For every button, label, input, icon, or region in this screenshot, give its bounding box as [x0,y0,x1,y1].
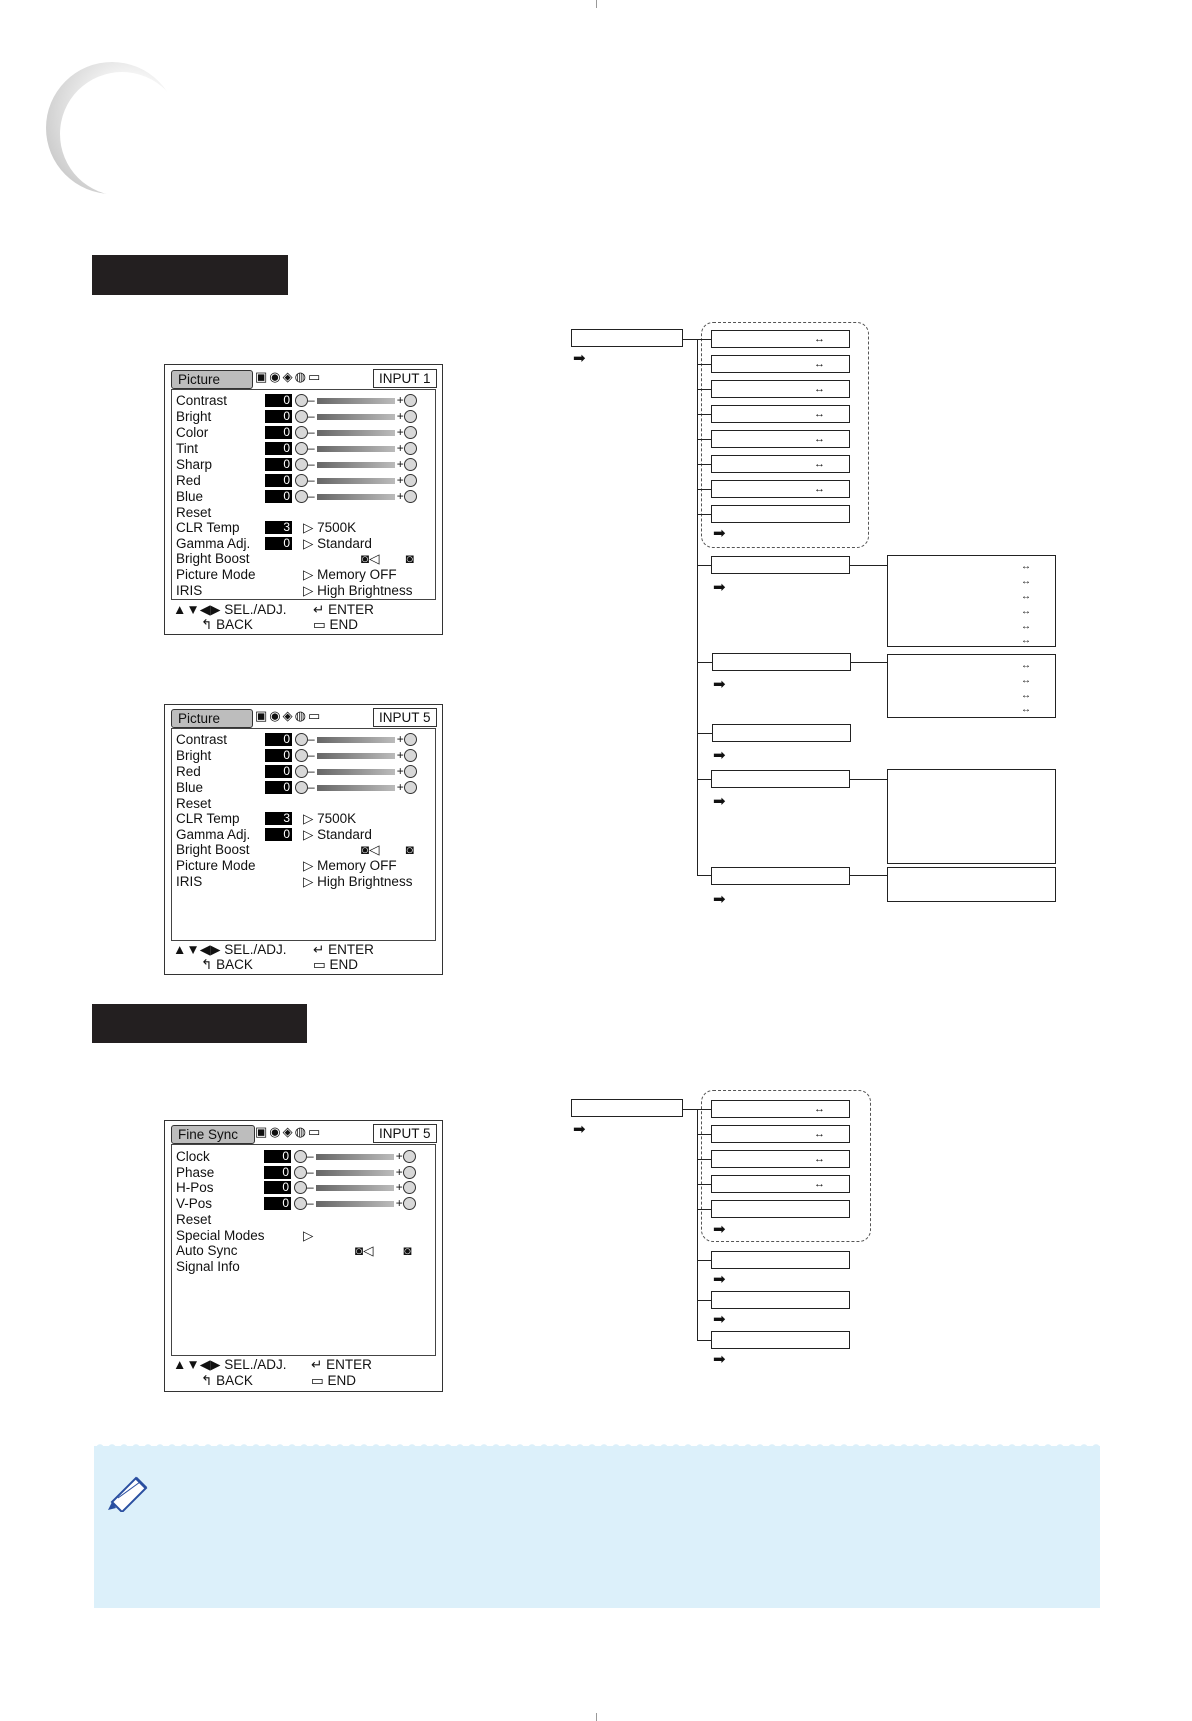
osd-input-label: INPUT 5 [373,708,437,727]
slider-track: – + [295,409,417,424]
osd-menu-icons: ▣◉◈◍▭ [255,708,323,723]
slider-label: Clock [176,1149,210,1164]
slider-value: 0 [265,781,292,794]
tree-item-box [711,505,850,523]
tree-connector [850,662,887,663]
osd-footer-sel: ▲▼◀▶ SEL./ADJ. [173,942,287,957]
tree-connector [697,1209,711,1210]
slider-label: Bright [176,409,212,424]
crop-mark-bottom [596,1713,597,1721]
tree-trunk [697,339,698,875]
tree-submenu-box: ↔ ↔ ↔ ↔ ↔ ↔ [887,555,1056,647]
tree-item-box [711,556,850,574]
tree-root-box [571,1099,683,1117]
bright-boost-icons: ◙◁ ◙ [361,551,414,566]
slider-track: – + [294,1165,416,1180]
slider-value: 0 [265,394,292,407]
tree-submenu-box: ↔ ↔ ↔ ↔ [887,654,1056,718]
slider-value: 0 [265,426,292,439]
tree-go-arrow: ➡ [713,1311,726,1328]
osd-tab-label: Picture [171,709,253,728]
tree-item-box [711,1291,850,1309]
slider-track: – + [295,441,417,456]
tree-go-arrow: ➡ [713,1271,726,1288]
clr-temp-option: ▷ 7500K [303,520,357,535]
crop-mark-top [596,0,597,8]
tree-connector [697,339,711,340]
tree-go-arrow: ➡ [573,350,586,367]
tree-connector [697,514,711,515]
slider-track: – + [295,780,417,795]
tree-connector [697,389,711,390]
gamma-option: ▷ Standard [303,827,372,842]
slider-label: V-Pos [176,1196,213,1211]
tree-item-box: ↔ [711,1125,850,1143]
tree-item-box [711,1331,850,1349]
tree-connector [849,779,887,780]
slider-label: Blue [176,780,204,795]
tree-item-box: ↔ [711,455,850,473]
osd-footer-enter: ↵ ENTER [313,602,374,617]
reset-label: Reset [176,796,212,811]
tree-trunk [697,1109,698,1341]
slider-track: – + [295,732,417,747]
tree-root-box [571,329,683,347]
osd-input-label: INPUT 1 [373,369,437,388]
slider-label: Bright [176,748,212,763]
picture-mode-label: Picture Mode [176,858,256,873]
gamma-value: 0 [265,828,292,841]
slider-track: – + [294,1149,416,1164]
tree-connector [697,875,711,876]
slider-label: H-Pos [176,1180,214,1195]
pencil-icon [106,1472,152,1512]
tree-go-arrow: ➡ [713,525,726,542]
slider-value: 0 [265,442,292,455]
tree-item-box: ↔ [711,480,850,498]
chapter-circle-decoration [46,62,178,194]
slider-track: – + [295,748,417,763]
tree-connector [697,779,711,780]
tree-connector [697,1159,711,1160]
slider-label: Contrast [176,732,228,747]
gamma-option: ▷ Standard [303,536,372,551]
tree-go-arrow: ➡ [713,579,726,596]
tree-item-box [711,1200,850,1218]
slider-track: – + [295,425,417,440]
tree-submenu-box [887,867,1056,902]
slider-value: 0 [265,765,292,778]
tree-connector [697,439,711,440]
tree-item-box [711,867,850,885]
osd-input-label: INPUT 5 [373,1124,437,1143]
tree-go-arrow: ➡ [713,793,726,810]
osd-picture-input1 [164,364,443,635]
tree-item-box [712,653,851,671]
auto-sync-label: Auto Sync [176,1243,238,1258]
tree-connector [849,565,887,566]
tree-item-box [711,1251,850,1269]
slider-track: – + [295,457,417,472]
slider-value: 0 [264,1166,291,1179]
tree-go-arrow: ➡ [713,891,726,908]
special-modes-label: Special Modes [176,1228,265,1243]
iris-label: IRIS [176,874,203,889]
tree-connector [697,1184,711,1185]
tree-item-box: ↔ [711,355,850,373]
gamma-label: Gamma Adj. [176,827,251,842]
tree-connector [697,662,712,663]
clr-temp-value: 3 [265,812,292,825]
tree-connector [849,875,887,876]
clr-temp-value: 3 [265,521,292,534]
tree-go-arrow: ➡ [713,1221,726,1238]
picture-mode-label: Picture Mode [176,567,256,582]
iris-option: ▷ High Brightness [303,874,413,889]
signal-info-label: Signal Info [176,1259,240,1274]
tree-item-box [711,770,850,788]
clr-temp-option: ▷ 7500K [303,811,357,826]
slider-value: 0 [265,474,292,487]
slider-track: – + [295,764,417,779]
reset-label: Reset [176,505,212,520]
osd-tab-label: Picture [171,370,253,389]
section-bar-fine-sync [92,1004,307,1043]
osd-footer-enter: ↵ ENTER [313,942,374,957]
tree-item-box: ↔ [711,1175,850,1193]
tree-connector [697,565,711,566]
tree-item-box: ↔ [711,330,850,348]
tree-connector [697,733,712,734]
iris-option: ▷ High Brightness [303,583,413,598]
osd-footer-end: ▭ END [311,1373,357,1388]
tree-item-box: ↔ [711,1100,850,1118]
auto-sync-icons: ◙◁ ◙ [355,1243,412,1258]
gamma-label: Gamma Adj. [176,536,251,551]
bright-boost-label: Bright Boost [176,842,250,857]
slider-label: Red [176,473,201,488]
tree-connector [697,1109,711,1110]
reset-label: Reset [176,1212,212,1227]
tree-connector [697,1134,711,1135]
osd-footer-sel: ▲▼◀▶ SEL./ADJ. [173,602,287,617]
slider-value: 0 [264,1181,291,1194]
slider-value: 0 [264,1150,291,1163]
slider-value: 0 [265,733,292,746]
tree-go-arrow: ➡ [713,1351,726,1368]
tree-connector [697,1340,711,1341]
slider-track: – + [295,393,417,408]
tree-item-box [712,724,851,742]
osd-picture-input5 [164,704,443,975]
note-box [94,1446,1100,1608]
slider-label: Color [176,425,209,440]
osd-footer-back: ↰ BACK [201,617,253,632]
tree-connector [697,414,711,415]
slider-value: 0 [265,410,292,423]
clr-temp-label: CLR Temp [176,520,240,535]
osd-footer-back: ↰ BACK [201,1373,253,1388]
tree-item-box: ↔ [711,405,850,423]
picture-mode-option: ▷ Memory OFF [303,567,397,582]
osd-footer-back: ↰ BACK [201,957,253,972]
slider-label: Sharp [176,457,213,472]
iris-label: IRIS [176,583,203,598]
tree-connector [697,464,711,465]
tree-item-box: ↔ [711,1150,850,1168]
tree-submenu-box [887,769,1056,864]
picture-mode-option: ▷ Memory OFF [303,858,397,873]
osd-menu-icons: ▣◉◈◍▭ [255,369,323,384]
tree-connector [697,1300,711,1301]
gamma-value: 0 [265,537,292,550]
osd-footer-end: ▭ END [313,617,359,632]
clr-temp-label: CLR Temp [176,811,240,826]
tree-connector [697,364,711,365]
special-modes-arrow: ▷ [303,1228,314,1243]
tree-go-arrow: ➡ [573,1121,586,1138]
tree-item-box: ↔ [711,380,850,398]
tree-connector [697,1260,711,1261]
slider-track: – + [294,1196,416,1211]
slider-label: Phase [176,1165,215,1180]
osd-footer-end: ▭ END [313,957,359,972]
bright-boost-label: Bright Boost [176,551,250,566]
tree-go-arrow: ➡ [713,676,726,693]
slider-track: – + [295,473,417,488]
tree-item-box: ↔ [711,430,850,448]
osd-footer-enter: ↵ ENTER [311,1357,372,1372]
slider-track: – + [295,489,417,504]
slider-label: Red [176,764,201,779]
slider-value: 0 [265,458,292,471]
slider-value: 0 [265,749,292,762]
bright-boost-icons: ◙◁ ◙ [361,842,414,857]
slider-label: Blue [176,489,204,504]
tree-connector [697,489,711,490]
osd-fine-sync [164,1120,443,1392]
tree-go-arrow: ➡ [713,747,726,764]
section-bar-picture [92,255,288,295]
slider-value: 0 [264,1197,291,1210]
slider-label: Contrast [176,393,228,408]
osd-tab-label: Fine Sync [171,1125,255,1144]
osd-menu-icons: ▣◉◈◍▭ [255,1124,323,1139]
slider-label: Tint [176,441,199,456]
osd-footer-sel: ▲▼◀▶ SEL./ADJ. [173,1357,287,1372]
slider-value: 0 [265,490,292,503]
slider-track: – + [294,1180,416,1195]
